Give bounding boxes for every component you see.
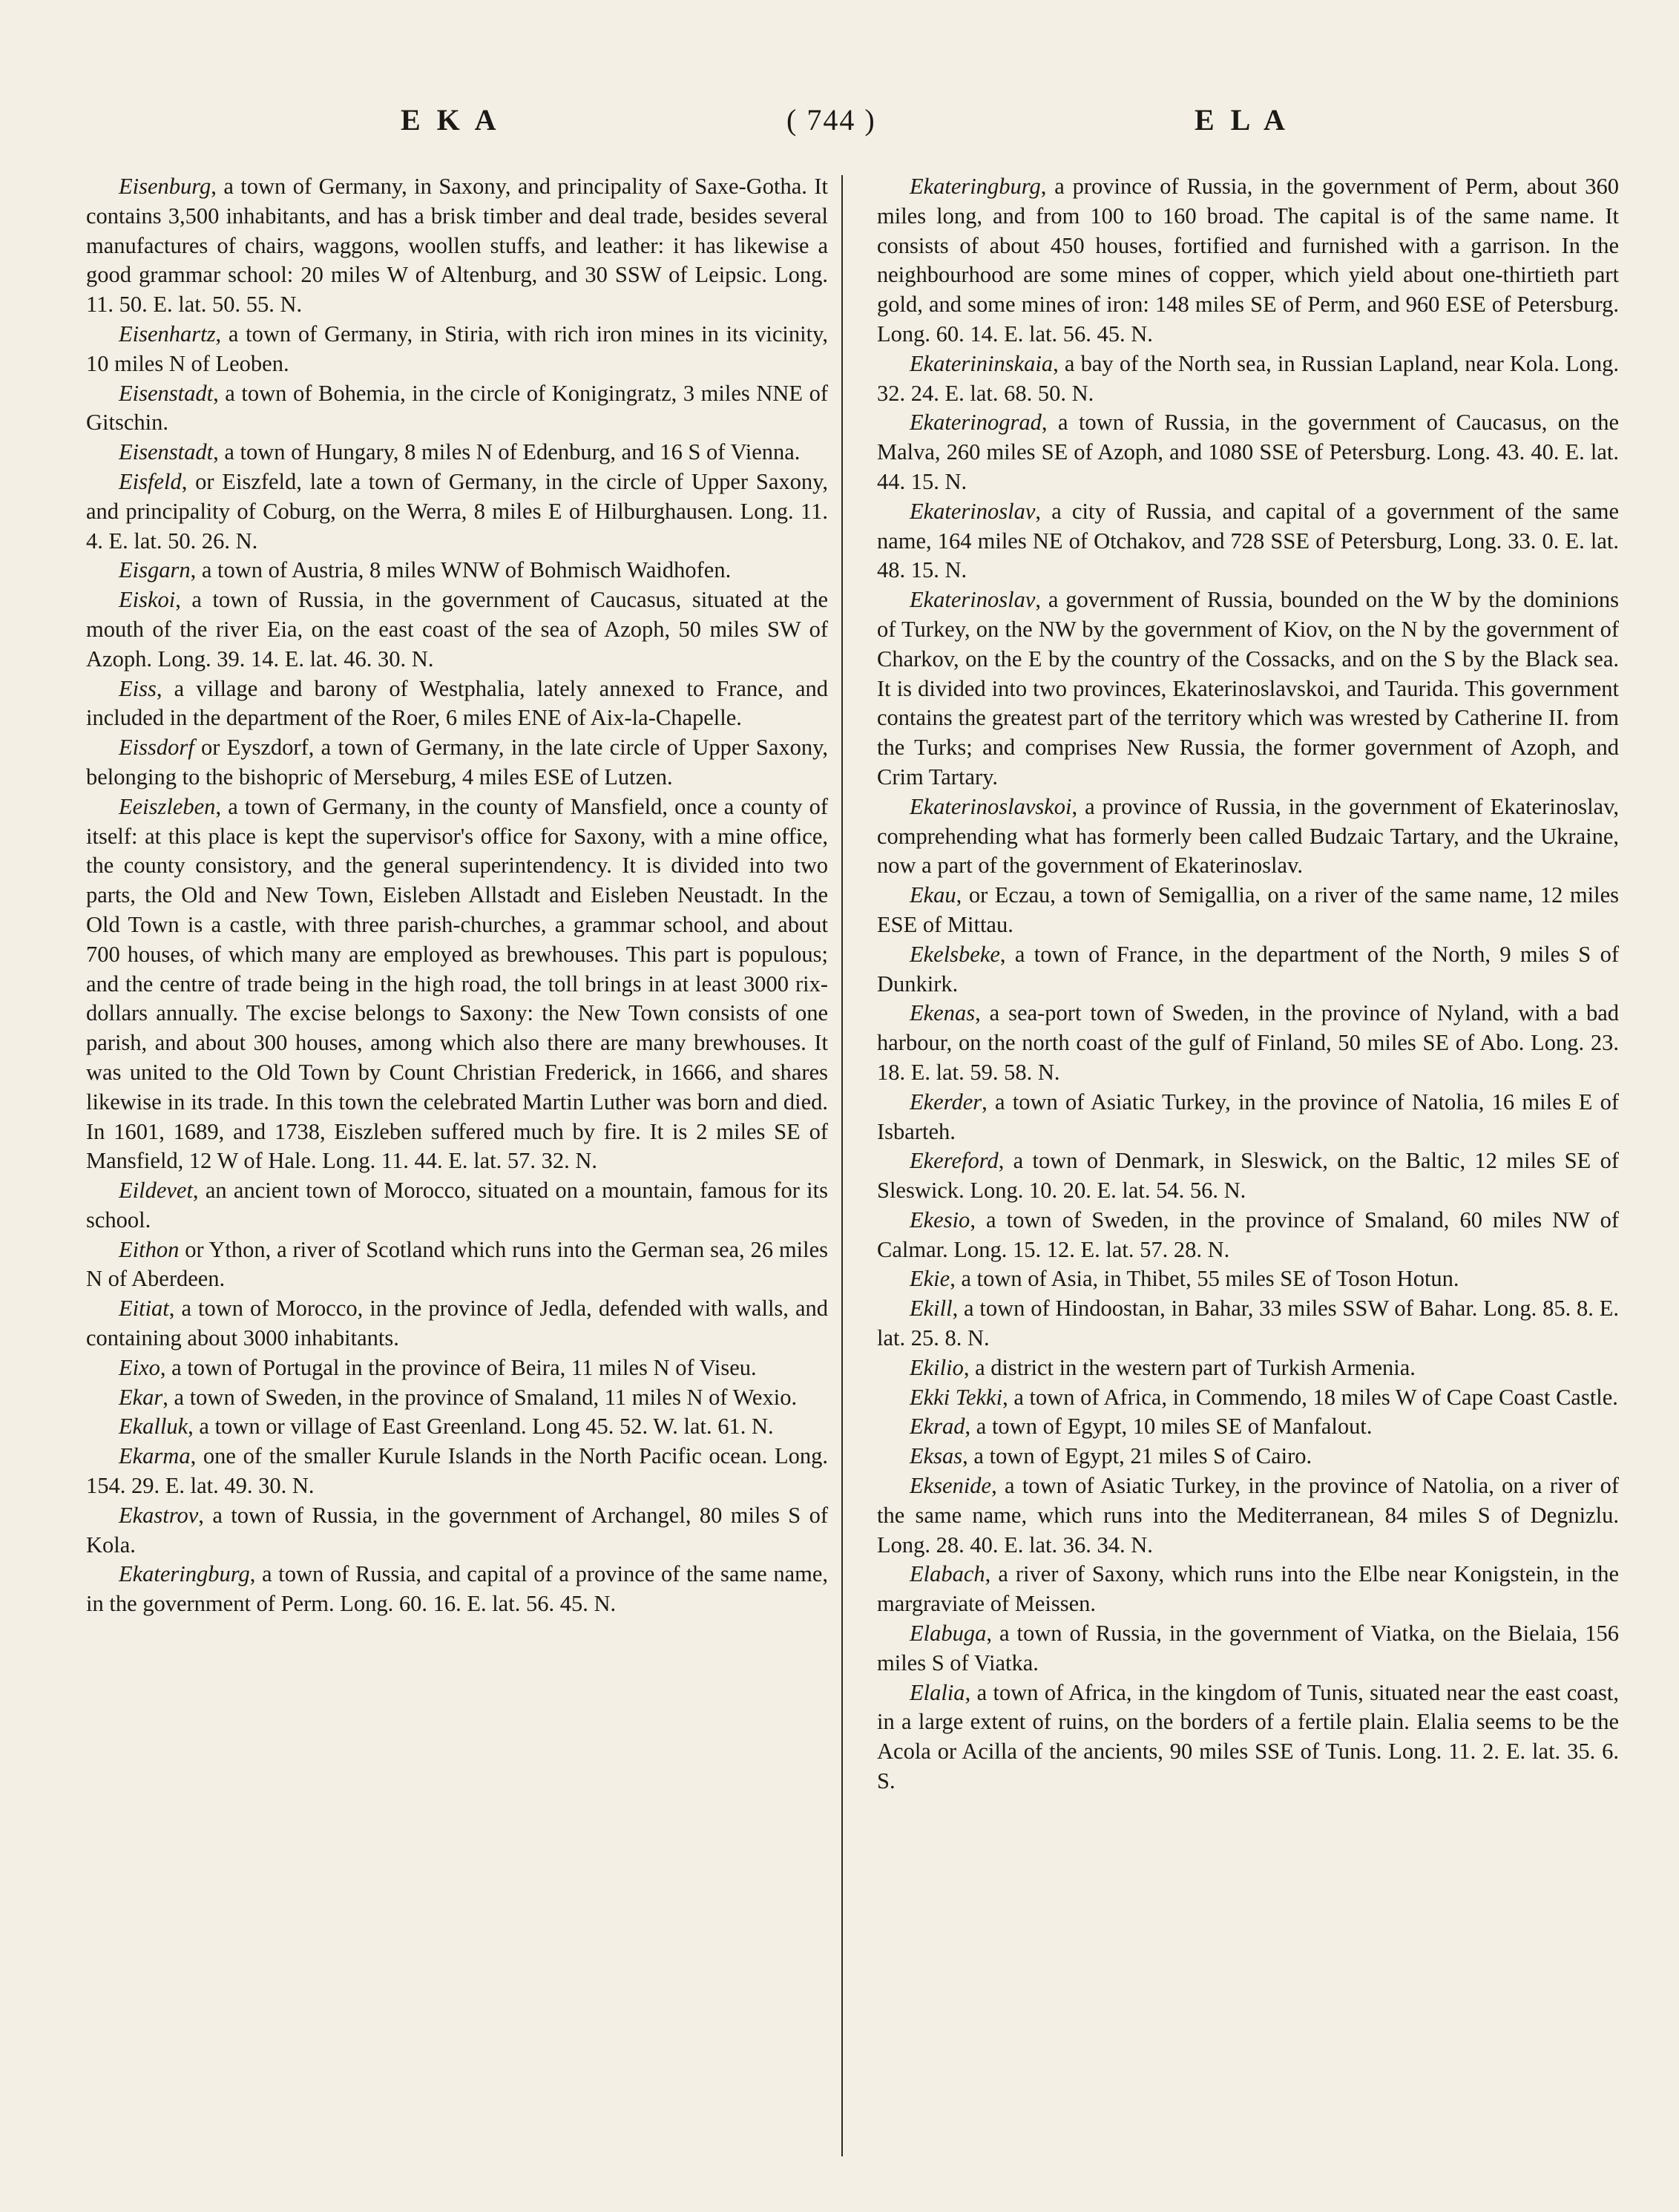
entry-headword: Eisenstadt bbox=[119, 380, 214, 406]
entry-text: , one of the smaller Kurule Islands in the North Pacific ocean. Long. 154. 29. E. lat. 49. 30. N. bbox=[86, 1443, 828, 1499]
entry-headword: Ekaterininskaia bbox=[910, 350, 1054, 376]
gazetteer-entry bbox=[86, 1383, 828, 1413]
gazetteer-entry bbox=[877, 1353, 1619, 1383]
gazetteer-entry bbox=[86, 1442, 828, 1501]
entry-text: , or Eczau, a town of Semigallia, on a river of the same name, 12 miles ESE of Mittau. bbox=[877, 882, 1619, 937]
entry-headword: Eisenstadt bbox=[119, 439, 214, 465]
entry-text: , a town or village of East Greenland. Long 45. 52. W. lat. 61. N. bbox=[188, 1414, 774, 1440]
gazetteer-entry bbox=[877, 1206, 1619, 1265]
entry-headword: Ekrad bbox=[910, 1414, 965, 1440]
entry-headword: Ekaterinoslavskoi bbox=[910, 793, 1072, 819]
entry-headword: Ekki Tekki bbox=[910, 1384, 1003, 1410]
entry-headword: Ekaterinoslav bbox=[910, 498, 1036, 524]
gazetteer-entry bbox=[877, 940, 1619, 1000]
entry-headword: Ekaterinograd bbox=[910, 410, 1042, 436]
gazetteer-entry bbox=[86, 733, 828, 792]
gazetteer-entry bbox=[86, 172, 828, 320]
gazetteer-entry bbox=[86, 1353, 828, 1383]
page-header bbox=[0, 102, 1679, 147]
entry-text: , a town of Russia, in the government of Caucasus, on the Malva, 260 miles SE of Azoph, and 1080 SSE of Petersburg. Long. 43. 40. E. lat. 44. 15. N. bbox=[877, 410, 1619, 494]
gazetteer-entry bbox=[877, 1264, 1619, 1294]
gazetteer-entry bbox=[86, 675, 828, 734]
entry-text: , a village and barony of Westphalia, lately annexed to France, and included in the department of the Roer, 6 miles ENE of Aix-la-Chapelle. bbox=[86, 675, 828, 731]
entry-headword: Ekie bbox=[910, 1266, 950, 1292]
gazetteer-entry bbox=[877, 1678, 1619, 1796]
gazetteer-entry bbox=[86, 1235, 828, 1295]
entry-headword: Ekarma bbox=[119, 1443, 191, 1469]
entry-text: , a town of Austria, 8 miles WNW of Bohmisch Waidhofen. bbox=[190, 557, 732, 583]
gazetteer-entry bbox=[86, 320, 828, 379]
gazetteer-entry bbox=[877, 1619, 1619, 1678]
gazetteer-entry bbox=[877, 792, 1619, 881]
entry-text: , a town of Russia, in the government of Viatka, on the Bielaia, 156 miles S of Viatka. bbox=[877, 1621, 1619, 1676]
entry-headword: Elabuga bbox=[910, 1621, 987, 1647]
gazetteer-entry bbox=[86, 792, 828, 1176]
header-left-guideword: E K A bbox=[401, 103, 501, 137]
gazetteer-entry bbox=[877, 999, 1619, 1087]
entry-text: , a province of Russia, in the government of Perm, about 360 miles long, and from 100 to 160 broad. The capital is of the same name. It consists of about 450 houses, fortified and furnished with a garrison. In the neighbourhood are some mines of copper, which yield about one-thirtieth part gold, and some mines of iron: 148 miles SE of Perm, and 960 ESE of Petersburg. Long. 60. 14. E. lat. 56. 45. N. bbox=[877, 174, 1619, 347]
entry-text: , a town of Russia, in the government of Archangel, 80 miles S of Kola. bbox=[86, 1502, 828, 1558]
entry-headword: Eisenhartz bbox=[119, 321, 216, 347]
entry-headword: Eiss bbox=[119, 675, 157, 701]
page-number: ( 744 ) bbox=[786, 103, 876, 137]
gazetteer-entry bbox=[877, 172, 1619, 349]
entry-text: , a government of Russia, bounded on the W by the dominions of Turkey, on the NW by the government of Kiov, on the N by the government of Charkov, on the E by the country of the Cossacks, and on the S by the Black sea. It is divided into two provinces, Ekaterinoslavskoi, and Taurida. This government contains the greatest part of the territory which was wrested by Catherine II. from the Turks; and comprises New Russia, the former government of Azoph, and Crim Tartary. bbox=[877, 587, 1619, 790]
entry-headword: Ekateringburg bbox=[910, 174, 1041, 199]
entry-headword: Eithon bbox=[119, 1236, 180, 1262]
entry-headword: Ekateringburg bbox=[119, 1561, 250, 1587]
entry-text: , a town of Germany, in the county of Mansfield, once a county of itself: at this place is kept the supervisor's office for Saxony, with a mine office, the county consistory, and the general superintendency. It is divided into two parts, the Old and New Town, Eisleben Allstadt and Eisleben Neustadt. In the Old Town is a castle, with three parish-churches, a grammar school, and about 700 houses, of which many are employed as brewhouses. This part is populous; and the centre of trade being in the high road, the toll brings in at least 3000 rix-dollars annually. The excise belongs to Saxony: the New Town consists of one parish, and about 300 houses, among which also there are many brewhouses. It was united to the Old Town by Count Christian Frederick, in 1666, and shares likewise in its trade. In this town the celebrated Martin Luther was born and died. In 1601, 1689, and 1738, Eiszleben suffered much by fire. It is 2 miles SE of Mansfield, 12 W of Hale. Long. 11. 44. E. lat. 57. 32. N. bbox=[86, 793, 828, 1174]
entry-text: , a sea-port town of Sweden, in the province of Nyland, with a bad harbour, on the north coast of the gulf of Finland, 50 miles SE of Abo. Long. 23. 18. E. lat. 59. 58. N. bbox=[877, 1000, 1619, 1085]
gazetteer-entry bbox=[86, 1501, 828, 1560]
gazetteer-entry bbox=[877, 497, 1619, 585]
gazetteer-entry bbox=[86, 556, 828, 585]
gazetteer-entry bbox=[877, 1088, 1619, 1147]
entry-text: , a town of Asiatic Turkey, in the province of Natolia, 16 miles E of Isbarteh. bbox=[877, 1089, 1619, 1144]
right-column bbox=[877, 172, 1619, 1796]
entry-text: , a town of Africa, in the kingdom of Tunis, situated near the east coast, in a large extent of ruins, on the borders of a fertile plain. Elalia seems to be the Acola or Acilla of the ancients, 90 miles SSE of Tunis. Long. 11. 2. E. lat. 35. 6. S. bbox=[877, 1679, 1619, 1794]
entry-text: , a town of Hindoostan, in Bahar, 33 miles SSW of Bahar. Long. 85. 8. E. lat. 25. 8. N. bbox=[877, 1296, 1619, 1351]
gazetteer-entry bbox=[877, 1146, 1619, 1206]
gazetteer-entry bbox=[877, 408, 1619, 496]
gazetteer-entry bbox=[86, 379, 828, 439]
entry-text: , a city of Russia, and capital of a government of the same name, 164 miles NE of Otchakov, and 728 SSE of Petersburg, Long. 33. 0. E. lat. 48. 15. N. bbox=[877, 498, 1619, 583]
gazetteer-entry bbox=[877, 585, 1619, 792]
entry-headword: Ekalluk bbox=[119, 1414, 188, 1440]
gazetteer-entry bbox=[877, 1412, 1619, 1442]
entry-headword: Ekaterinoslav bbox=[910, 587, 1036, 613]
entry-headword: Eksenide bbox=[910, 1473, 992, 1499]
entry-text: , a town of Egypt, 21 miles S of Cairo. bbox=[962, 1443, 1312, 1469]
entry-headword: Eisfeld bbox=[119, 468, 182, 494]
entry-headword: Eildevet bbox=[119, 1178, 193, 1204]
entry-text: , a town of Egypt, 10 miles SE of Manfalout. bbox=[965, 1414, 1373, 1440]
entry-text: , or Eiszfeld, late a town of Germany, in the circle of Upper Saxony, and principality of Coburg, on the Werra, 8 miles E of Hilburghausen. Long. 11. 4. E. lat. 50. 26. N. bbox=[86, 468, 828, 554]
entry-headword: Ekill bbox=[910, 1296, 953, 1322]
entry-text: , a town of Germany, in Stiria, with rich iron mines in its vicinity, 10 miles N of Leoben. bbox=[86, 321, 828, 376]
gazetteer-entry bbox=[877, 349, 1619, 409]
left-column bbox=[86, 172, 828, 1619]
entry-text: or Eyszdorf, a town of Germany, in the late circle of Upper Saxony, belonging to the bishopric of Merseburg, 4 miles ESE of Lutzen. bbox=[86, 735, 828, 790]
gazetteer-entry bbox=[86, 1176, 828, 1235]
entry-text: , a town of France, in the department of the North, 9 miles S of Dunkirk. bbox=[877, 941, 1619, 997]
gazetteer-entry bbox=[86, 1560, 828, 1619]
entry-headword: Eeiszleben bbox=[119, 793, 216, 819]
entry-text: , a district in the western part of Turkish Armenia. bbox=[963, 1354, 1416, 1380]
entry-headword: Eitiat bbox=[119, 1296, 169, 1322]
gazetteer-entry bbox=[86, 1412, 828, 1442]
entry-text: , a town of Russia, and capital of a province of the same name, in the government of Perm. Long. 60. 16. E. lat. 56. 45. N. bbox=[86, 1561, 828, 1617]
entry-headword: Ekenas bbox=[910, 1000, 976, 1026]
entry-headword: Ekesio bbox=[910, 1207, 970, 1233]
gazetteer-entry bbox=[86, 467, 828, 556]
gazetteer-entry bbox=[86, 438, 828, 467]
entry-text: , a town of Russia, in the government of Caucasus, situated at the mouth of the river Eia, on the east coast of the sea of Azoph, 50 miles SW of Azoph. Long. 39. 14. E. lat. 46. 30. N. bbox=[86, 587, 828, 672]
entry-headword: Ekereford bbox=[910, 1148, 999, 1174]
entry-text: , a province of Russia, in the government of Ekaterinoslav, comprehending what has formerly been called Budzaic Tartary, and the Ukraine, now a part of the government of Ekaterinoslav. bbox=[877, 793, 1619, 879]
gazetteer-entry bbox=[877, 881, 1619, 940]
entry-headword: Eksas bbox=[910, 1443, 963, 1469]
entry-text: , a town of Denmark, in Sleswick, on the Baltic, 12 miles SE of Sleswick. Long. 10. 20. E. lat. 54. 56. N. bbox=[877, 1148, 1619, 1204]
gazetteer-entry bbox=[86, 585, 828, 674]
entry-headword: Eisenburg bbox=[119, 174, 211, 199]
entry-headword: Elabach bbox=[910, 1561, 985, 1587]
entry-text: , a town of Hungary, 8 miles N of Edenburg, and 16 S of Vienna. bbox=[213, 439, 801, 465]
entry-text: , a town of Africa, in Commendo, 18 miles W of Cape Coast Castle. bbox=[1002, 1384, 1618, 1410]
entry-text: , a river of Saxony, which runs into the Elbe near Konigstein, in the margraviate of Meissen. bbox=[877, 1561, 1619, 1617]
entry-text: , a bay of the North sea, in Russian Lapland, near Kola. Long. 32. 24. E. lat. 68. 50. N. bbox=[877, 350, 1619, 406]
entry-headword: Ekerder bbox=[910, 1089, 982, 1115]
entry-headword: Ekau bbox=[910, 882, 956, 908]
entry-text: , a town of Bohemia, in the circle of Konigingratz, 3 miles NNE of Gitschin. bbox=[86, 380, 828, 436]
entry-headword: Eixo bbox=[119, 1354, 160, 1380]
entry-headword: Eisgarn bbox=[119, 557, 191, 583]
gazetteer-entry bbox=[877, 1471, 1619, 1560]
column-divider bbox=[841, 175, 843, 2156]
entry-text: , a town of Morocco, in the province of Jedla, defended with walls, and containing about 3000 inhabitants. bbox=[86, 1296, 828, 1351]
entry-headword: Ekar bbox=[119, 1384, 163, 1410]
entry-headword: Ekelsbeke bbox=[910, 941, 1000, 967]
entry-headword: Eiskoi bbox=[119, 587, 176, 613]
entry-text: , a town of Portugal in the province of Beira, 11 miles N of Viseu. bbox=[160, 1354, 757, 1380]
header-right-guideword: E L A bbox=[1195, 103, 1289, 137]
entry-text: , an ancient town of Morocco, situated on a mountain, famous for its school. bbox=[86, 1178, 828, 1233]
entry-text: , a town of Sweden, in the province of Smaland, 11 miles N of Wexio. bbox=[162, 1384, 798, 1410]
entry-headword: Eissdorf bbox=[119, 735, 194, 761]
gazetteer-entry bbox=[877, 1442, 1619, 1471]
gazetteer-entry bbox=[877, 1294, 1619, 1353]
entry-text: , a town of Sweden, in the province of Smaland, 60 miles NW of Calmar. Long. 15. 12. E. lat. 57. 28. N. bbox=[877, 1207, 1619, 1262]
entry-text: , a town of Germany, in Saxony, and principality of Saxe-Gotha. It contains 3,500 inhabitants, and has a brisk timber and deal trade, besides several manufactures of chairs, waggons, woollen stuffs, and leather: it has likewise a good grammar school: 20 miles W of Altenburg, and 30 SSW of Leipsic. Long. 11. 50. E. lat. 50. 55. N. bbox=[86, 174, 828, 318]
entry-text: or Ython, a river of Scotland which runs into the German sea, 26 miles N of Aberdeen. bbox=[86, 1236, 828, 1292]
entry-text: , a town of Asia, in Thibet, 55 miles SE of Toson Hotun. bbox=[950, 1266, 1459, 1292]
entry-headword: Ekastrov bbox=[119, 1502, 199, 1528]
gazetteer-entry bbox=[86, 1294, 828, 1353]
gazetteer-entry bbox=[877, 1560, 1619, 1619]
entry-headword: Elalia bbox=[910, 1679, 965, 1705]
gazetteer-entry bbox=[877, 1383, 1619, 1413]
entry-headword: Ekilio bbox=[910, 1354, 964, 1380]
entry-text: , a town of Asiatic Turkey, in the province of Natolia, on a river of the same name, which runs into the Mediterranean, 84 miles S of Degnizlu. Long. 28. 40. E. lat. 36. 34. N. bbox=[877, 1473, 1619, 1558]
